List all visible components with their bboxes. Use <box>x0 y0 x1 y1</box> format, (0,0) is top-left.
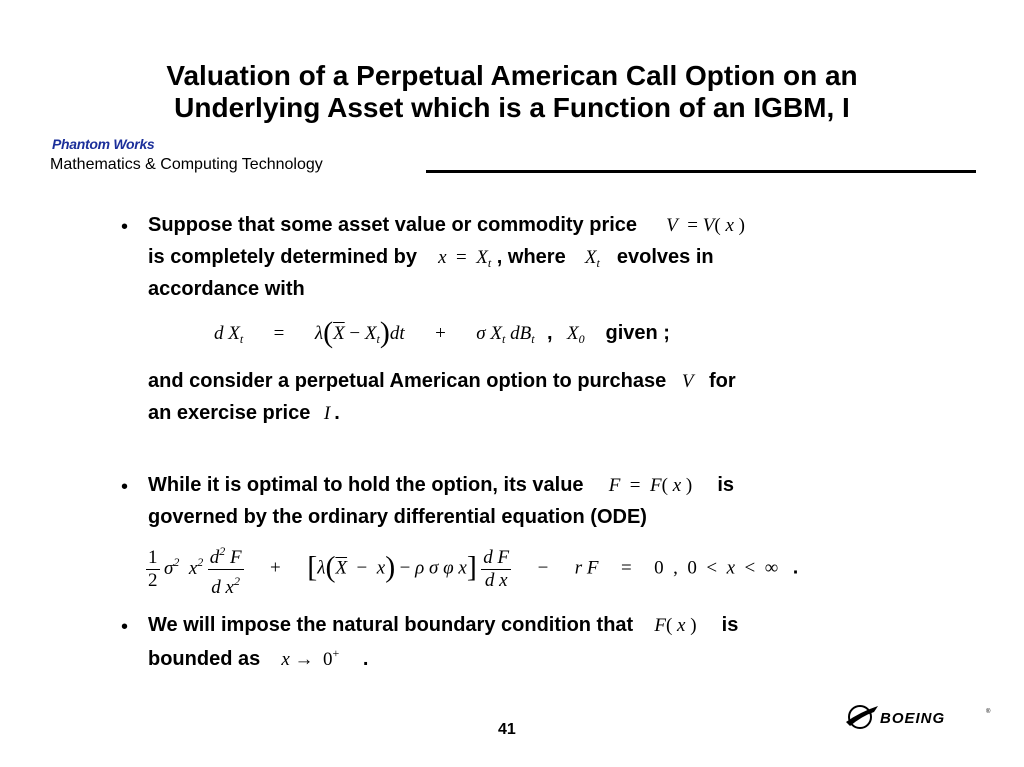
title-line-2: Underlying Asset which is a Function of an IGBM, I <box>174 92 850 123</box>
department-label: Mathematics & Computing Technology <box>50 156 323 173</box>
boeing-wordmark: BOEING <box>880 710 946 727</box>
formula-V2: V <box>681 371 694 392</box>
formula-limit: x → 0+ <box>281 646 340 670</box>
bullet3-line1 <box>148 614 738 637</box>
bullet3-text: is <box>721 614 739 636</box>
formula-V: V = V( x ) <box>666 215 745 236</box>
ode-equation: $\frac{1}{2}$ $\sigma^2$ $x^2$ $\frac{d^2 F}{d x^2}$ + [$\lambda(\overline{X} - x) - \rho$ σ φ x] $\frac{\text{d F}}{\text{d x}}$ − r F = 0 , 0 < x < ∞ . <box>146 540 798 599</box>
bullet2-line2: governed by the ordinary differential equation (ODE) <box>148 506 647 528</box>
bullet2-text: is <box>717 474 735 496</box>
slide-title <box>60 60 964 124</box>
formula-I: I <box>323 403 331 424</box>
brand-label: Phantom Works <box>52 136 155 152</box>
svg-text:®: ® <box>986 709 991 715</box>
given-label: given ; <box>605 322 670 344</box>
bullet1-text: for <box>709 370 736 392</box>
bullet1-text: is completely determined by <box>148 246 417 268</box>
bullet2-text: While it is optimal to hold the option, its value <box>148 474 584 496</box>
sde-equation: d $X_t = \lambda(\overline{X} - X_t)dt + \sigma$ $X_t$ $dB_t$ , $X_0$ given ; <box>214 316 670 349</box>
formula-Fx: F( x ) <box>654 615 697 636</box>
bullet-marker: • <box>121 616 129 638</box>
bullet3-line2: bounded as x → 0+ . <box>148 646 369 670</box>
bullet1-text: an exercise price <box>148 402 311 424</box>
formula-Xt: $X_t$ <box>584 247 600 270</box>
bullet1-text: , where <box>496 246 566 268</box>
header-rule <box>426 170 976 173</box>
title-line-1: Valuation of a Perpetual American Call Option on an <box>166 60 858 91</box>
boeing-logo <box>844 700 994 734</box>
bullet1-text: and consider a perpetual American option to purchase <box>148 370 667 392</box>
bullet-marker: • <box>121 476 129 498</box>
page-number: 41 <box>498 721 516 738</box>
bullet1-line1 <box>148 214 745 237</box>
bullet3-text: bounded as <box>148 648 261 670</box>
bullet1-line5: an exercise price I . <box>148 402 340 424</box>
bullet1-line3: accordance with <box>148 278 305 300</box>
formula-F: F = F( x ) <box>608 475 693 496</box>
bullet3-text: We will impose the natural boundary condition that <box>148 614 634 636</box>
bullet-marker: • <box>121 216 129 238</box>
boeing-emblem-icon <box>846 706 878 728</box>
formula-x: $x = X_t$ <box>438 247 492 270</box>
bullet2-line1 <box>148 474 734 497</box>
bullet1-line4 <box>148 370 736 393</box>
bullet1-text: evolves in <box>616 246 714 268</box>
bullet1-text: Suppose that some asset value or commodity price <box>148 214 638 236</box>
bullet1-line2 <box>148 246 714 271</box>
